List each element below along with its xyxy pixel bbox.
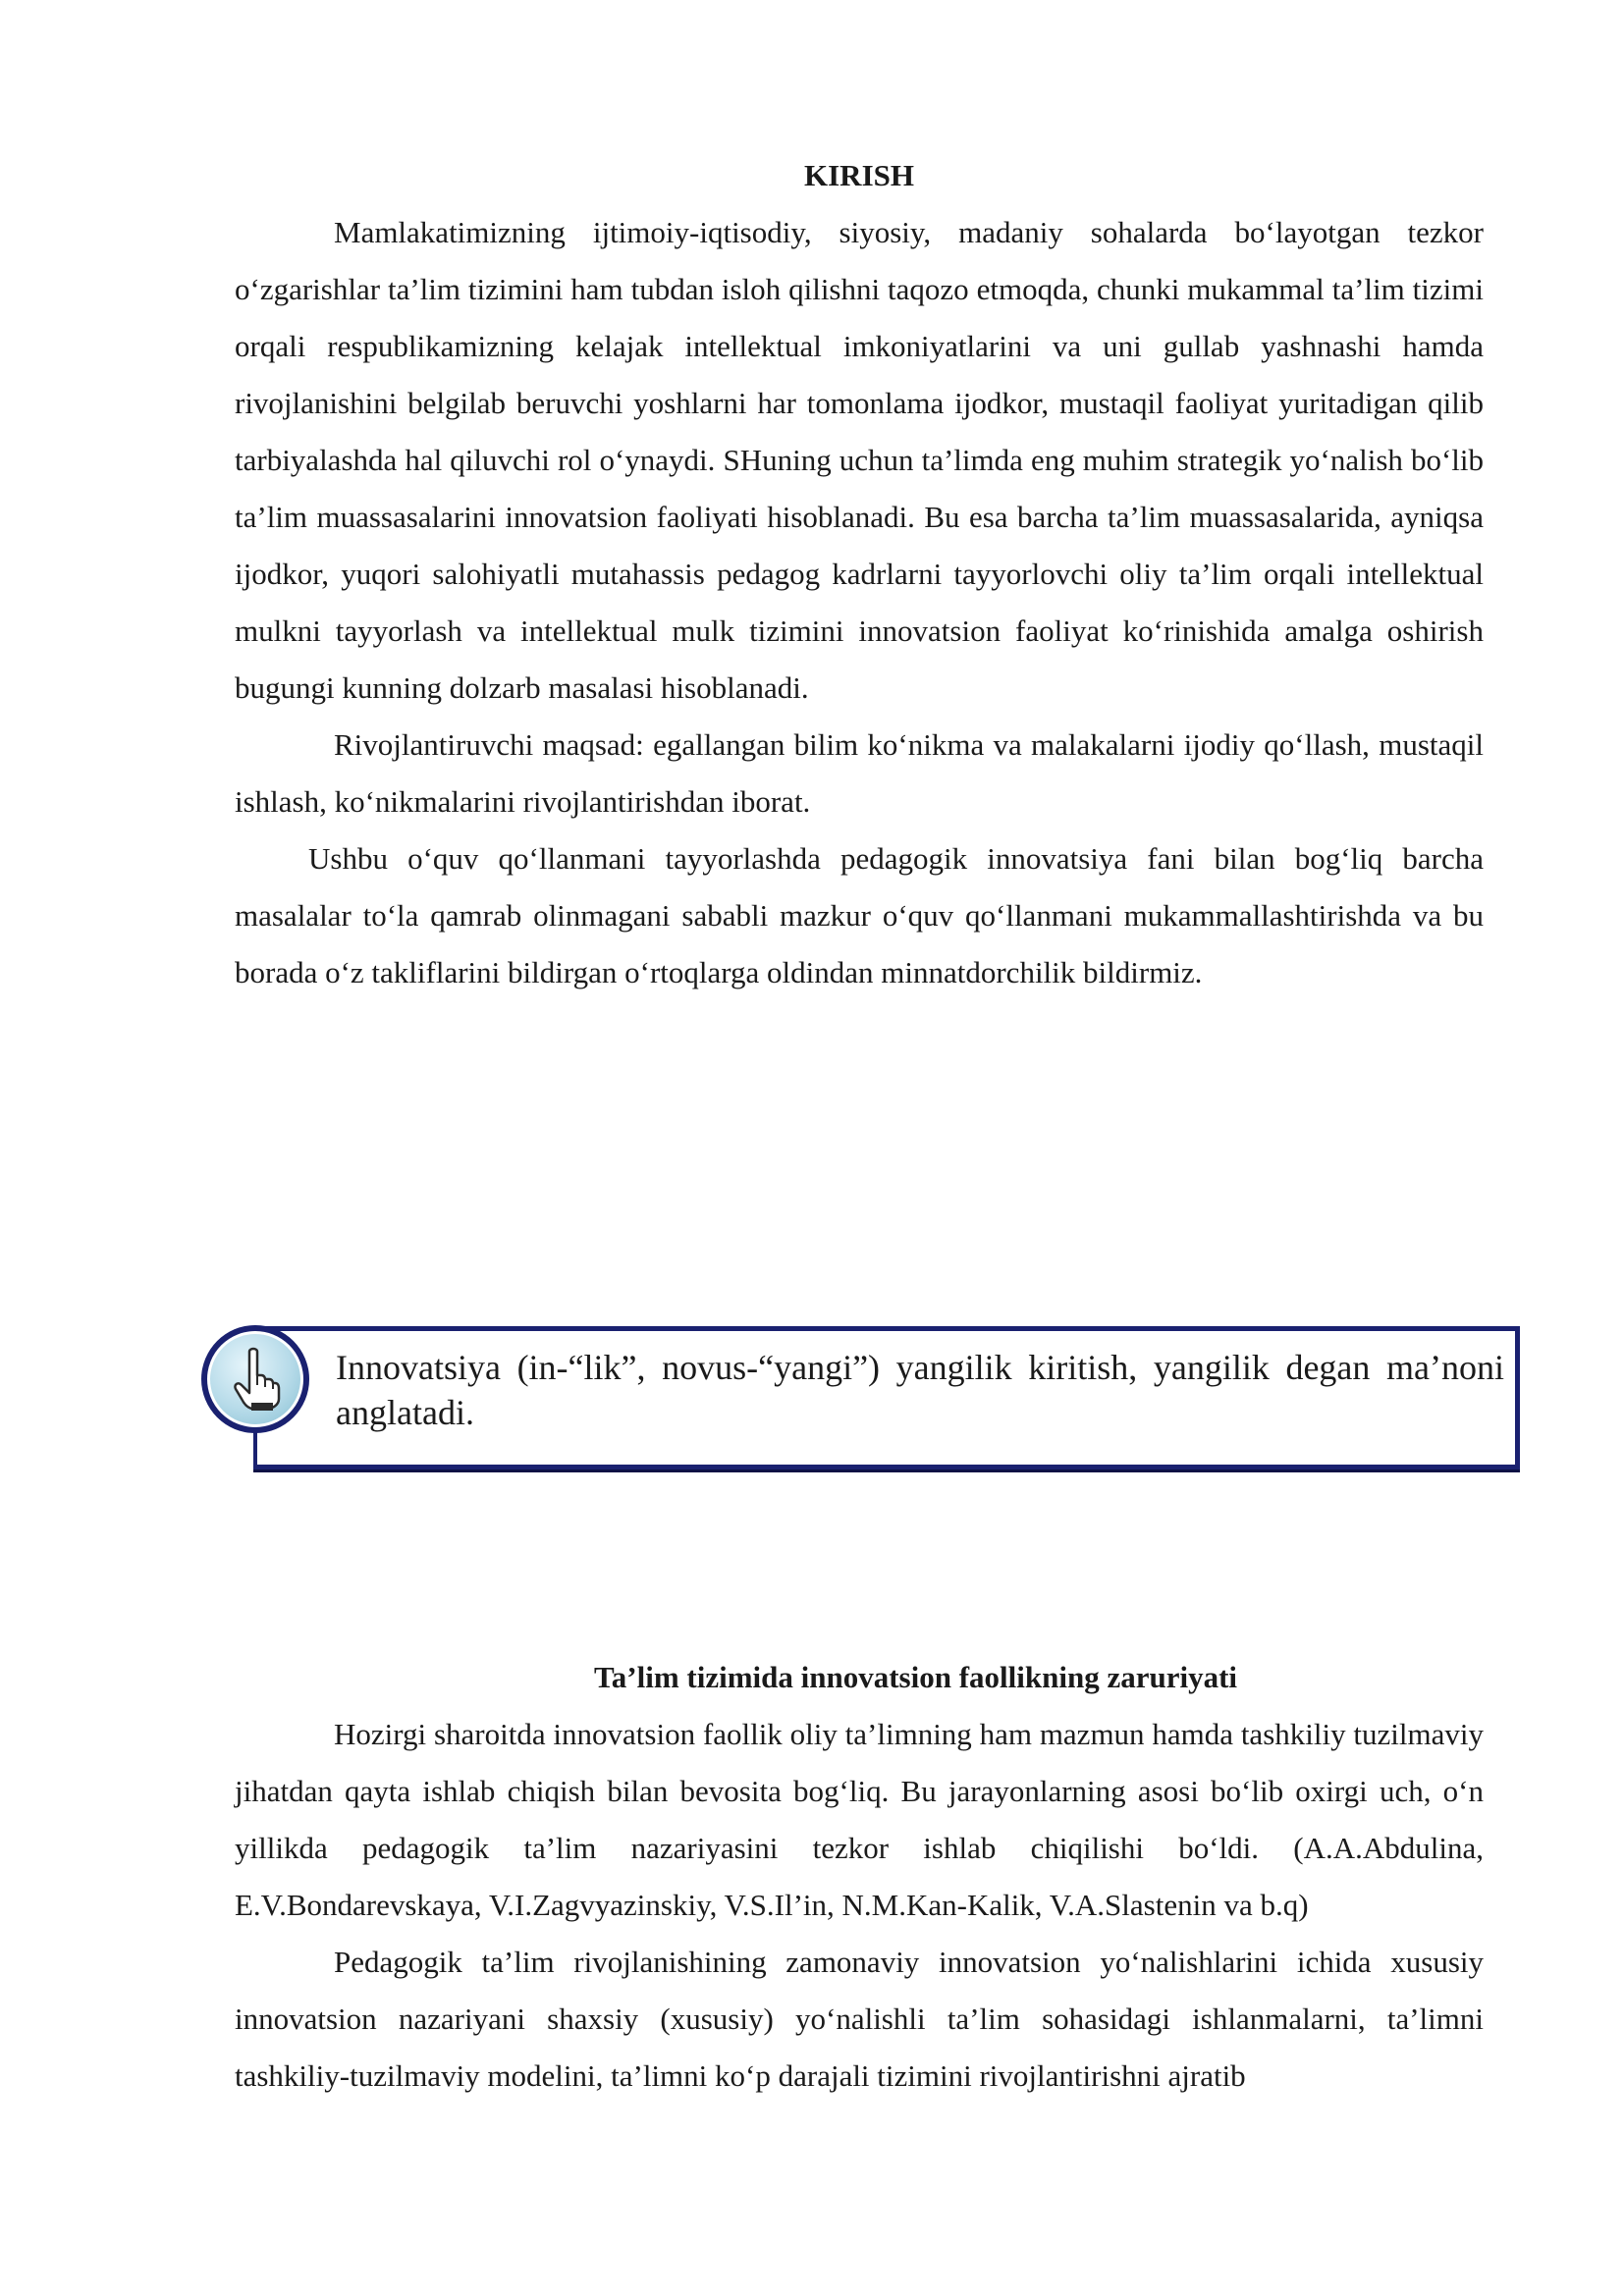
intro-paragraph-3: Ushbu o‘quv qo‘llanmani tayyorlashda pedagogik innovatsiya fani bilan bog‘liq barcha masalalar to‘la qamrab olinmagani sababli mazkur o‘quv qo‘llanmani mukammallashtirishda va bu borada o‘z takliflarini bildirgan o‘rtoqlarga oldindan minnatdorchilik bildirmiz. [235,841,1484,989]
intro-section [235,147,1484,1001]
section-paragraph-1: Hozirgi sharoitda innovatsion faollik oliy ta’limning ham mazmun hamda tashkiliy tuzilmaviy jihatdan qayta ishlab chiqish bilan bevosita bog‘liq. Bu jarayonlarning asosi bo‘lib oxirgi uch, o‘n yillikda pedagogik ta’lim nazariyasini tezkor ishlab chiqilishi bo‘ldi. (A.A.Abdulina, E.V.Bondarevskaya, V.I.Zagvyazinskiy, V.S.Il’in, N.M.Kan-Kalik, V.A.Slastenin va b.q) [235,1717,1484,1922]
section-paragraph-2: Pedagogik ta’lim rivojlanishining zamonaviy innovatsion yo‘nalishlarini ichida xususiy innovatsion nazariyani shaxsiy (xususiy) yo‘nalishli ta’lim sohasidagi ishlanmalarni, ta’limni tashkiliy-tuzilmaviy modelini, ta’limni ko‘p darajali tizimini rivojlantirishni ajratib [235,1945,1484,2093]
section-heading: Ta’lim tizimida innovatsion faollikning zaruriyati [593,1660,1238,1694]
intro-heading: KIRISH [804,158,914,192]
definition-callout [253,1326,1520,1469]
intro-paragraph-1: Mamlakatimizning ijtimoiy-iqtisodiy, siyosiy, madaniy sohalarda bo‘layotgan tezkor o‘zgarishlar ta’lim tizimini ham tubdan isloh qilishni taqozo etmoqda, chunki mukammal ta’lim tizimi orqali respublikamizning kelajak intellektual imkoniyatlarini va uni gullab yashnashi hamda rivojlanishini belgilab beruvchi yoshlarni har tomonlama ijodkor, mustaqil faoliyat yuritadigan qilib tarbiyalashda hal qiluvchi rol o‘ynaydi. SHuning uchun ta’limda eng muhim strategik yo‘nalish bo‘lib ta’lim muassasalarini innovatsion faoliyati hisoblanadi. Bu esa barcha ta’lim muassasalarida, ayniqsa ijodkor, yuqori salohiyatli mutahassis pedagog kadrlarni tayyorlovchi oliy ta’lim orqali intellektual mulkni tayyorlash va intellektual mulk tizimini innovatsion faoliyat ko‘rinishida amalga oshirish bugungi kunning dolzarb masalasi hisoblanadi. [235,215,1484,705]
definition-text: Innovatsiya (in-“lik”, novus-“yangi”) yangilik kiritish, yangilik degan ma’noni anglatadi. [336,1348,1504,1432]
pointing-hand-icon [207,1331,303,1427]
callout-icon-badge [201,1325,309,1433]
intro-paragraph-2: Rivojlantiruvchi maqsad: egallangan bilim ko‘nikma va malakalarni ijodiy qo‘llash, mustaqil ishlash, ko‘nikmalarini rivojlantirishdan iborat. [235,727,1484,819]
innovation-section [235,1649,1484,2105]
